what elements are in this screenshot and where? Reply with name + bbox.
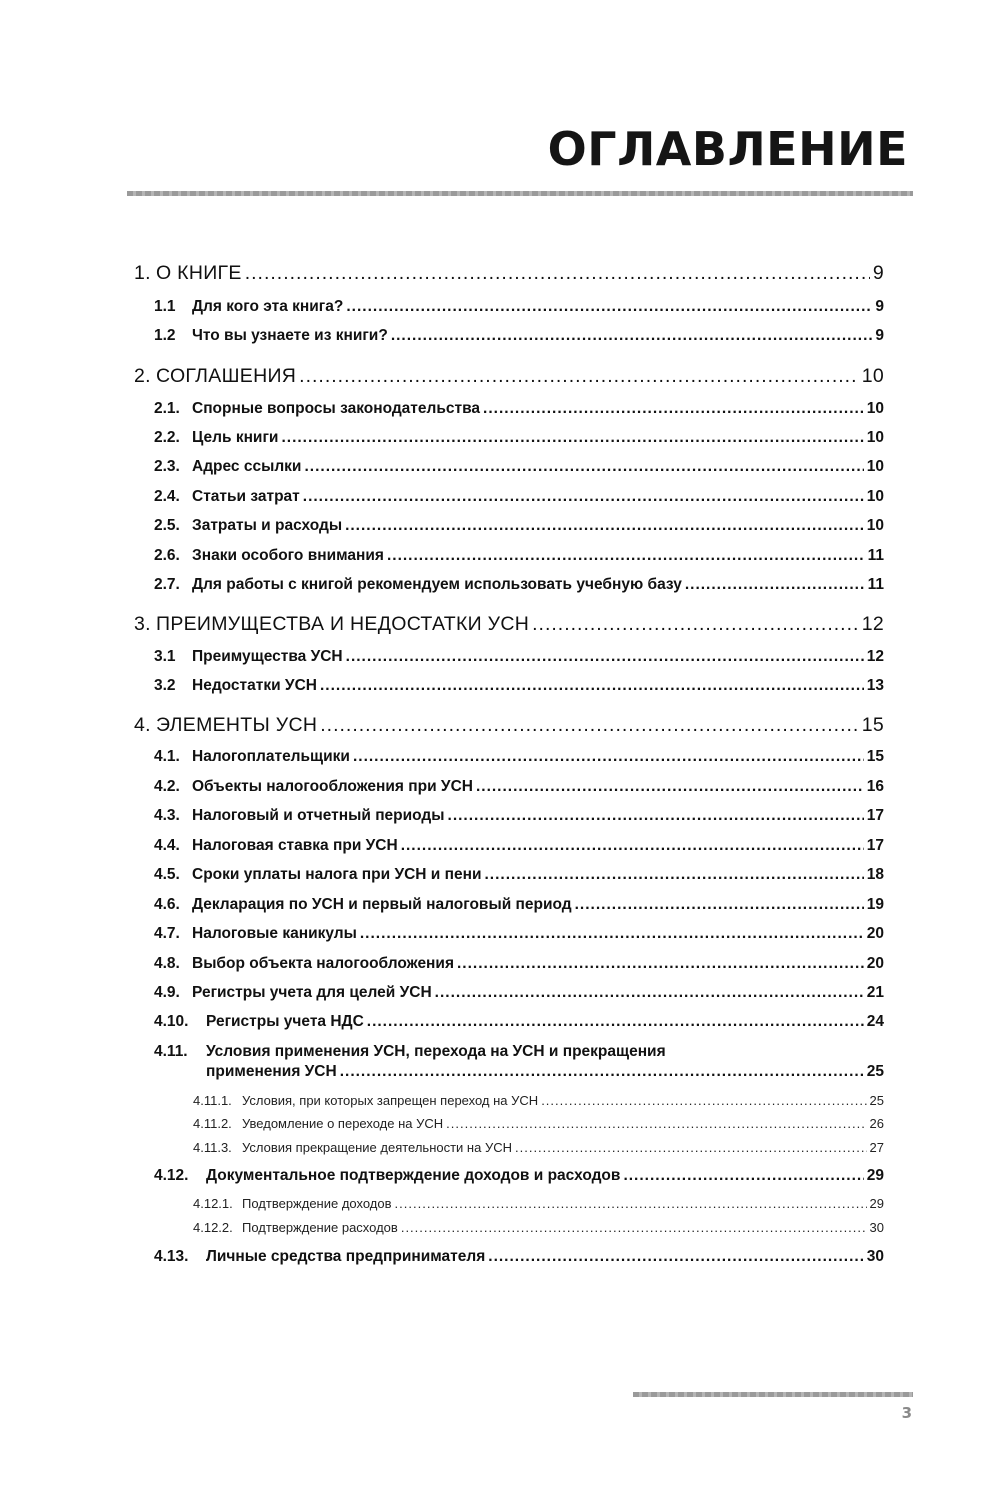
toc-number: 3.	[134, 613, 151, 635]
toc-subsection[interactable]	[193, 1093, 884, 1108]
toc-title: Регистры учета НДС	[206, 1013, 364, 1030]
toc-title: Условия прекращение деятельности на УСН	[242, 1140, 512, 1155]
toc-section[interactable]	[154, 1013, 884, 1031]
toc-leader	[345, 517, 864, 535]
toc-number: 3.2	[154, 677, 176, 694]
toc-number: 1.	[134, 262, 151, 284]
toc-leader	[575, 896, 864, 914]
toc-number: 4.2.	[154, 778, 180, 795]
toc-page: 30	[866, 1248, 884, 1265]
toc-page: 12	[861, 613, 884, 635]
toc-title: ПРЕИМУЩЕСТВА И НЕДОСТАТКИ УСН	[156, 613, 530, 635]
toc-number: 4.3.	[154, 807, 180, 824]
toc-section[interactable]	[154, 925, 884, 943]
toc-leader	[448, 807, 864, 825]
toc-title: Затраты и расходы	[192, 517, 343, 534]
toc-leader	[541, 1093, 866, 1108]
toc-title: Статьи затрат	[192, 488, 300, 505]
toc-page: 10	[861, 365, 884, 387]
toc-title: Регистры учета для целей УСН	[192, 984, 432, 1001]
toc-page: 20	[866, 955, 884, 972]
toc-number: 4.9.	[154, 984, 180, 1001]
toc-number: 3.1	[154, 648, 176, 665]
toc-section[interactable]	[154, 1248, 884, 1266]
toc-leader	[457, 955, 864, 973]
page-title: ОГЛАВЛЕНИЕ	[547, 122, 908, 176]
toc-page: 9	[875, 327, 884, 344]
toc-page: 10	[866, 400, 884, 417]
toc-title: Налогоплательщики	[192, 748, 350, 765]
toc-section[interactable]	[154, 955, 884, 973]
toc-leader	[401, 837, 864, 855]
toc-leader	[401, 1220, 867, 1235]
toc-leader	[346, 648, 864, 666]
toc-leader	[391, 327, 873, 345]
toc-page: 17	[866, 837, 884, 854]
toc-page: 29	[869, 1196, 884, 1211]
toc-page: 10	[866, 517, 884, 534]
toc-chapter[interactable]	[134, 613, 884, 636]
toc-leader	[367, 1013, 864, 1031]
toc-title: Преимущества УСН	[192, 648, 343, 665]
toc-leader	[281, 429, 863, 447]
toc-section[interactable]	[154, 896, 884, 914]
toc-section[interactable]	[154, 458, 884, 476]
toc-section[interactable]	[154, 748, 884, 766]
toc-number: 4.12.	[154, 1167, 189, 1184]
toc-section[interactable]	[154, 429, 884, 447]
toc-subsection[interactable]	[193, 1116, 884, 1131]
toc-page: 27	[869, 1140, 884, 1155]
toc-chapter[interactable]	[134, 714, 884, 737]
toc-number: 4.11.2.	[193, 1116, 232, 1131]
toc-title: Цель книги	[192, 429, 279, 446]
toc-title: СОГЛАШЕНИЯ	[156, 365, 297, 387]
toc-page: 11	[867, 576, 884, 593]
toc-page: 29	[866, 1167, 884, 1184]
toc-section[interactable]	[154, 984, 884, 1002]
toc-title: Уведомление о переходе на УСН	[242, 1116, 444, 1131]
toc-title: Условия, при которых запрещен переход на УСН	[242, 1093, 539, 1108]
toc-leader	[360, 925, 864, 943]
toc-number: 4.12.1.	[193, 1196, 233, 1211]
toc-page: 15	[866, 748, 884, 765]
toc-section[interactable]	[154, 866, 884, 884]
toc-section[interactable]	[154, 327, 884, 345]
toc-number: 2.5.	[154, 517, 180, 534]
toc-number: 2.2.	[154, 429, 180, 446]
toc-section[interactable]	[154, 400, 884, 418]
toc-number: 1.2	[154, 327, 176, 344]
toc-section[interactable]	[154, 778, 884, 796]
toc-page: 9	[875, 298, 884, 315]
toc-page: 9	[872, 262, 884, 284]
toc-leader	[353, 748, 864, 766]
toc-number: 2.	[134, 365, 151, 387]
toc-number: 4.5.	[154, 866, 180, 883]
toc-leader	[532, 613, 859, 636]
toc-title: Налоговая ставка при УСН	[192, 837, 398, 854]
toc-section[interactable]	[154, 547, 884, 565]
toc-section[interactable]	[154, 677, 884, 695]
toc-title: Подтверждение расходов	[242, 1220, 398, 1235]
toc-title: Налоговый и отчетный периоды	[192, 807, 445, 824]
toc-page: 13	[866, 677, 884, 694]
toc-section[interactable]	[154, 517, 884, 535]
toc-section[interactable]	[154, 1167, 884, 1185]
page-number: 3	[901, 1404, 912, 1422]
toc-leader	[395, 1196, 867, 1211]
toc-title: Что вы узнаете из книги?	[192, 327, 388, 344]
toc-leader	[299, 365, 859, 388]
toc-number: 2.4.	[154, 488, 180, 505]
toc-title: Условия применения УСН, перехода на УСН и прекращения	[206, 1043, 666, 1060]
toc-title: Для работы с книгой рекомендуем использовать учебную базу	[192, 576, 682, 593]
toc-page: 21	[866, 984, 884, 1001]
toc-number: 4.	[134, 714, 151, 736]
toc-title: Документальное подтверждение доходов и расходов	[206, 1167, 621, 1184]
toc-page: 12	[866, 648, 884, 665]
toc-title: О КНИГЕ	[156, 262, 242, 284]
toc-number: 4.7.	[154, 925, 180, 942]
toc-number: 4.13.	[154, 1248, 189, 1265]
toc-number: 4.11.	[154, 1043, 188, 1060]
toc-page: 10	[866, 429, 884, 446]
toc-title: Сроки уплаты налога при УСН и пени	[192, 866, 482, 883]
toc-leader	[515, 1140, 867, 1155]
toc-chapter[interactable]	[134, 365, 884, 388]
toc-title: Для кого эта книга?	[192, 298, 344, 315]
toc-title: Знаки особого внимания	[192, 547, 384, 564]
toc-page: 17	[866, 807, 884, 824]
toc-section[interactable]	[154, 648, 884, 666]
toc-leader	[340, 1063, 864, 1081]
toc-section[interactable]	[154, 807, 884, 825]
toc-leader	[346, 298, 872, 316]
toc-title: Подтверждение доходов	[242, 1196, 392, 1211]
toc-number: 4.12.2.	[193, 1220, 233, 1235]
toc-leader	[245, 262, 870, 285]
toc-leader	[320, 714, 858, 737]
toc-section[interactable]	[154, 298, 884, 316]
toc-number: 1.1	[154, 298, 176, 315]
toc-subsection[interactable]	[193, 1220, 884, 1235]
toc-section[interactable]	[154, 488, 884, 506]
toc-page: 24	[866, 1013, 884, 1030]
toc-title: Недостатки УСН	[192, 677, 317, 694]
toc-leader	[387, 547, 865, 565]
toc-number: 2.3.	[154, 458, 180, 475]
toc-title: применения УСН	[206, 1063, 337, 1080]
toc-chapter[interactable]	[134, 262, 884, 285]
toc-title: Спорные вопросы законодательства	[192, 400, 481, 417]
toc-leader	[685, 576, 865, 594]
toc-subsection[interactable]	[193, 1140, 884, 1155]
toc-section[interactable]	[154, 837, 884, 855]
toc-number: 4.11.3.	[193, 1140, 232, 1155]
toc-page: 30	[869, 1220, 884, 1235]
toc-page: 10	[866, 458, 884, 475]
toc-page: 19	[866, 896, 884, 913]
toc-leader	[446, 1116, 866, 1131]
toc-number: 2.6.	[154, 547, 180, 564]
toc-leader	[476, 778, 864, 796]
toc-number: 4.4.	[154, 837, 180, 854]
toc-subsection[interactable]	[193, 1196, 884, 1211]
toc-title: Выбор объекта налогообложения	[192, 955, 454, 972]
toc-title: Декларация по УСН и первый налоговый период	[192, 896, 572, 913]
toc-page: 15	[861, 714, 884, 736]
toc-page: 18	[866, 866, 884, 883]
toc-title: Личные средства предпринимателя	[206, 1248, 486, 1265]
toc-number: 4.10.	[154, 1013, 189, 1030]
toc-page: 26	[869, 1116, 884, 1131]
toc-leader	[623, 1167, 863, 1185]
toc-title: Налоговые каникулы	[192, 925, 357, 942]
toc-number: 2.7.	[154, 576, 180, 593]
toc-leader	[488, 1248, 863, 1266]
toc-number: 4.1.	[154, 748, 180, 765]
toc-leader	[483, 400, 864, 418]
toc-title: Объекты налогообложения при УСН	[192, 778, 473, 795]
toc-leader	[303, 488, 864, 506]
toc-page: 16	[866, 778, 884, 795]
toc-page: 25	[869, 1093, 884, 1108]
toc-section-first-line[interactable]	[154, 1043, 666, 1061]
toc-number: 4.11.1.	[193, 1093, 232, 1108]
toc-page: 25	[866, 1063, 884, 1080]
toc-section[interactable]	[154, 576, 884, 594]
toc-number: 4.6.	[154, 896, 180, 913]
toc-title: Адрес ссылки	[192, 458, 302, 475]
toc-leader	[435, 984, 864, 1002]
footer-divider	[633, 1392, 913, 1397]
toc-number: 2.1.	[154, 400, 180, 417]
toc-page: 20	[866, 925, 884, 942]
toc-number: 4.8.	[154, 955, 180, 972]
toc-leader	[304, 458, 863, 476]
toc-page: 11	[867, 547, 884, 564]
toc-page: 10	[866, 488, 884, 505]
toc-leader	[485, 866, 864, 884]
toc-leader	[320, 677, 864, 695]
toc-title: ЭЛЕМЕНТЫ УСН	[156, 714, 318, 736]
toc-section[interactable]	[206, 1063, 884, 1081]
